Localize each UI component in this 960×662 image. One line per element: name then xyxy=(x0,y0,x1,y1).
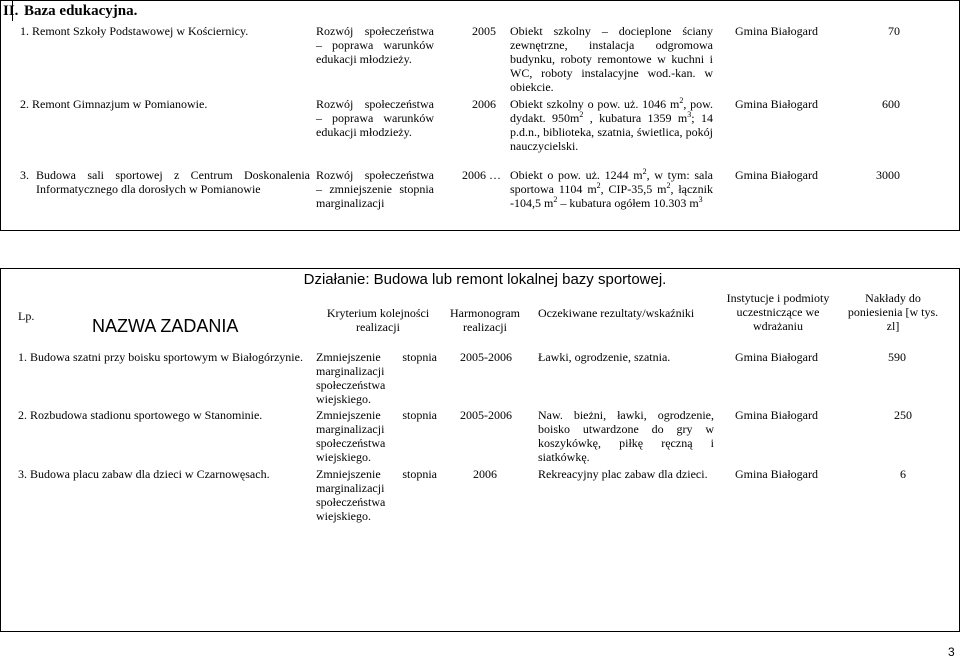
t2-row3-schedule: 2006 xyxy=(473,467,497,481)
t2-row1-criterion: Zmniejszenie stopnia marginalizacji społeczeństwa wiejskiego. xyxy=(316,350,437,406)
t2-row2-criterion: Zmniejszenie stopnia marginalizacji społeczeństwa wiejskiego. xyxy=(316,408,437,464)
t1-row2-cost: 600 xyxy=(882,97,900,111)
t2-row3-criterion: Zmniejszenie stopnia marginalizacji społeczeństwa wiejskiego. xyxy=(316,467,437,523)
col-header-schedule: Harmonogram realizacji xyxy=(450,306,520,334)
t2-row1-institution: Gmina Białogard xyxy=(735,350,818,364)
t1-row3-description: Obiekt o pow. uż. 1244 $m^2$, w tym: sala sportowa 1104 $m^2$, CIP-35,5 $m^2$, łącznik -104,5 $m^2$ – kubatura ogółem 10.303 $m^3$ xyxy=(510,167,713,210)
t1-row1-criterion: Rozwój społeczeństwa – poprawa warunków edukacji młodzieży. xyxy=(316,24,434,66)
col-header-lp: Lp. xyxy=(18,309,35,323)
t1-row3-number: 3. xyxy=(20,168,29,182)
col-header-results: Oczekiwane rezultaty/wskaźniki xyxy=(538,306,695,320)
t1-row2-name: 2. Remont Gimnazjum w Pomianowie. xyxy=(20,97,208,111)
t2-row3-name: 3. Budowa placu zabaw dla dzieci w Czarnowęsach. xyxy=(18,467,270,481)
page-number: 3 xyxy=(948,645,955,659)
col-header-criterion: Kryterium kolejności realizacji xyxy=(326,306,430,334)
t1-row3-institution: Gmina Białogard xyxy=(735,168,818,182)
t2-row3-institution: Gmina Białogard xyxy=(735,467,818,481)
section-roman-numeral: II. xyxy=(3,3,19,19)
col-header-name: NAZWA ZADANIA xyxy=(92,316,239,336)
table2-top-border xyxy=(0,268,960,269)
action-title: Działanie: Budowa lub remont lokalnej bazy sportowej. xyxy=(303,271,667,288)
t2-row3-results: Rekreacyjny plac zabaw dla dzieci. xyxy=(538,467,708,481)
table2-bottom-border xyxy=(0,631,960,632)
t1-row2-description: Obiekt szkolny o pow. uż. 1046 $m^2$, pow. dydakt. $950m^2$ , kubatura 1359 $m^3$; 14 p.d.n., biblioteka, szatnia, świetlica, pokój nauczycielski. xyxy=(510,96,713,153)
t1-row1-year: 2005 xyxy=(472,24,496,38)
t1-row2-criterion: Rozwój społeczeństwa – poprawa warunków edukacji młodzieży. xyxy=(316,97,434,139)
col-header-costs: Nakłady do poniesienia [w tys. zl] xyxy=(847,291,939,333)
t2-row2-institution: Gmina Białogard xyxy=(735,408,818,422)
col-header-institutions: Instytucje i podmioty uczestniczące we wdrażaniu xyxy=(726,291,830,333)
table1-left-border xyxy=(0,0,1,231)
t2-row3-cost: 6 xyxy=(900,467,906,481)
section-title: Baza edukacyjna. xyxy=(24,3,138,19)
t1-row1-cost: 70 xyxy=(888,24,900,38)
table1-bottom-border xyxy=(0,230,960,231)
t1-row2-year: 2006 xyxy=(472,97,496,111)
t1-row3-year: 2006 … xyxy=(462,168,501,182)
t2-row2-schedule: 2005-2006 xyxy=(460,408,512,422)
t1-row3-name: Budowa sali sportowej z Centrum Doskonalenia Informatycznego dla dorosłych w Pomianowie xyxy=(36,168,310,196)
t2-row2-cost: 250 xyxy=(894,408,912,422)
t2-row2-name: 2. Rozbudowa stadionu sportowego w Stanominie. xyxy=(18,408,263,422)
t1-row3-cost: 3000 xyxy=(876,168,900,182)
t2-row2-results: Naw. bieżni, ławki, ogrodzenie, boisko utwardzone do gry w koszykówkę, piłkę ręczną i siatkówkę. xyxy=(538,408,714,464)
t1-row1-description: Obiekt szkolny – docieplone ściany zewnętrzne, instalacja odgromowa budynku, roboty remontowe w kuchni i WC, roboty instalacyjne wod.-kan. w obiekcie. xyxy=(510,24,713,94)
table2-left-border xyxy=(0,268,1,632)
t2-row1-results: Ławki, ogrodzenie, szatnia. xyxy=(538,350,671,364)
table1-top-border xyxy=(0,0,960,1)
t2-row1-schedule: 2005-2006 xyxy=(460,350,512,364)
t2-row1-cost: 590 xyxy=(888,350,906,364)
t1-row1-institution: Gmina Białogard xyxy=(735,24,818,38)
t2-row1-name: 1. Budowa szatni przy boisku sportowym w Białogórzynie. xyxy=(18,350,303,364)
t1-row2-institution: Gmina Białogard xyxy=(735,97,818,111)
t1-row3-criterion: Rozwój społeczeństwa – zmniejszenie stopnia marginalizacji xyxy=(316,168,434,210)
t1-row1-name: 1. Remont Szkoły Podstawowej w Kościernicy. xyxy=(20,24,249,38)
